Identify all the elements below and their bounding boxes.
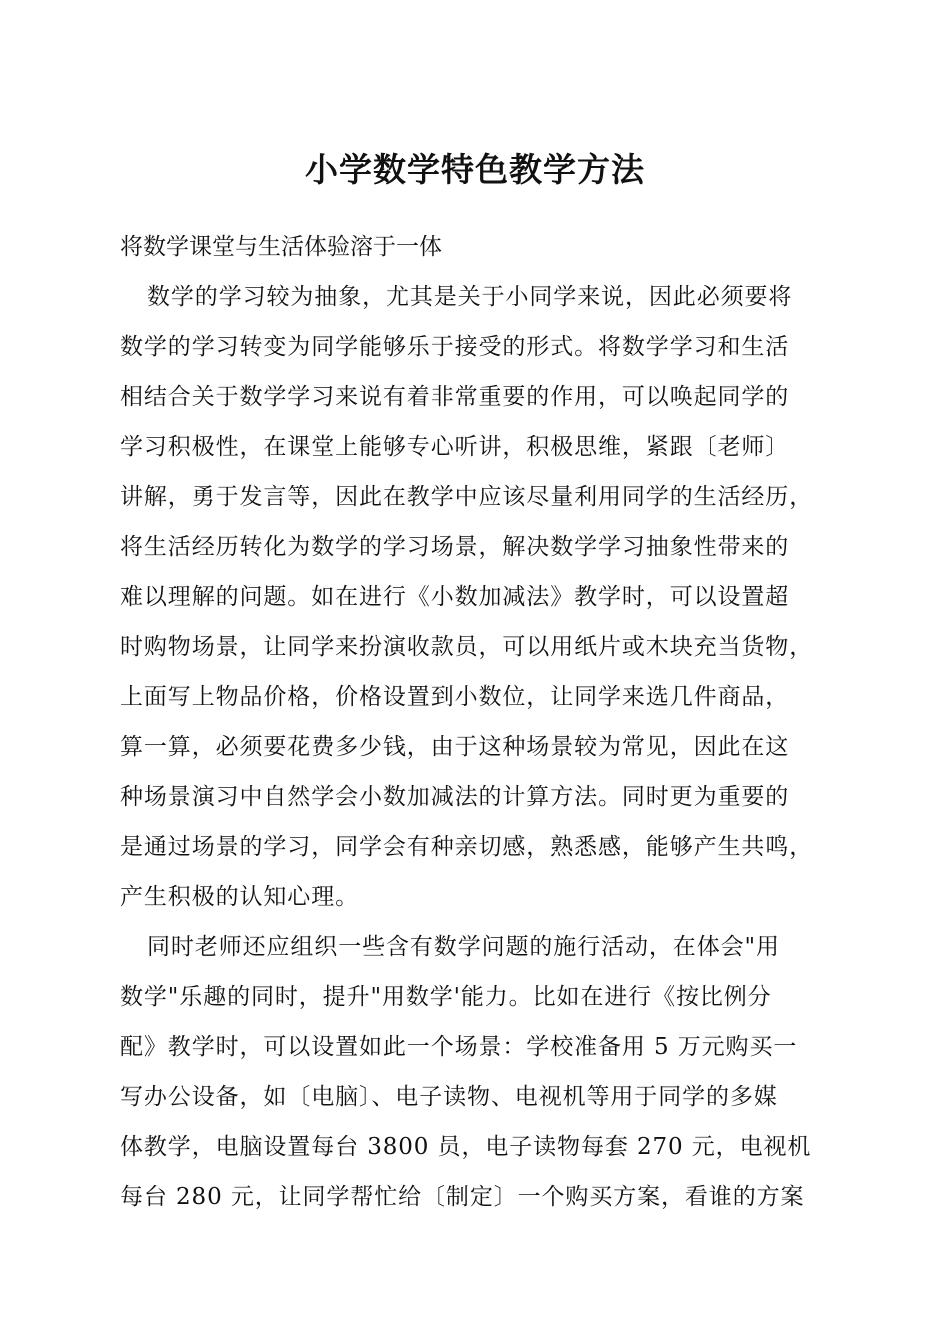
paragraph-line: 数学"乐趣的同时，提升"用数学'能力。比如在进行《按比例分 [120, 984, 772, 1010]
paragraph-line: 相结合关于数学学习来说有着非常重要的作用，可以唤起同学的 [120, 384, 790, 410]
document-body [120, 222, 836, 1222]
paragraph-1 [120, 272, 836, 922]
paragraph-line: 学习积极性，在课堂上能够专心听讲，积极思维，紧跟〔老师〕 [120, 434, 790, 460]
paragraph-2 [120, 922, 836, 1222]
paragraph-line: 将生活经历转化为数学的学习场景，解决数学学习抽象性带来的 [120, 534, 790, 560]
paragraph-line: 种场景演习中自然学会小数加减法的计算方法。同时更为重要的 [120, 784, 790, 810]
paragraph-line: 产生积极的认知心理。 [120, 884, 359, 910]
document-title: 小学数学特色教学方法 [305, 150, 645, 189]
paragraph-line: 写办公设备，如〔电脑〕、电子读物、电视机等用于同学的多媒 [120, 1084, 778, 1110]
paragraph-line: 上面写上物品价格，价格设置到小数位，让同学来选几件商品， [120, 684, 790, 710]
paragraph-line: 是通过场景的学习，同学会有种亲切感，熟悉感，能够产生共鸣， [120, 834, 814, 860]
paragraph-line: 难以理解的问题。如在进行《小数加减法》教学时，可以设置超 [120, 584, 790, 610]
paragraph-line: 算一算，必须要花费多少钱，由于这种场景较为常见，因此在这 [120, 734, 790, 760]
paragraph-line: 数学的学习较为抽象，尤其是关于小同学来说，因此必须要将 [147, 284, 793, 310]
paragraph-line: 讲解，勇于发言等，因此在教学中应该尽量利用同学的生活经历， [120, 484, 814, 510]
paragraph-line: 时购物场景，让同学来扮演收款员，可以用纸片或木块充当货物， [120, 634, 814, 660]
paragraph-line: 同时老师还应组织一些含有数学问题的施行活动，在体会"用 [147, 934, 780, 960]
paragraph-line: 体教学，电脑设置每台 3800 员，电子读物每套 270 元，电视机 [120, 1134, 812, 1160]
paragraph-line: 配》教学时，可以设置如此一个场景：学校准备用 5 万元购买一 [120, 1034, 798, 1060]
paragraph-line: 数学的学习转变为同学能够乐于接受的形式。将数学学习和生活 [120, 334, 790, 360]
section-heading: 将数学课堂与生活体验溶于一体 [120, 234, 442, 260]
paragraph-line: 每台 280 元，让同学帮忙给〔制定〕一个购买方案，看谁的方案 [120, 1184, 805, 1210]
